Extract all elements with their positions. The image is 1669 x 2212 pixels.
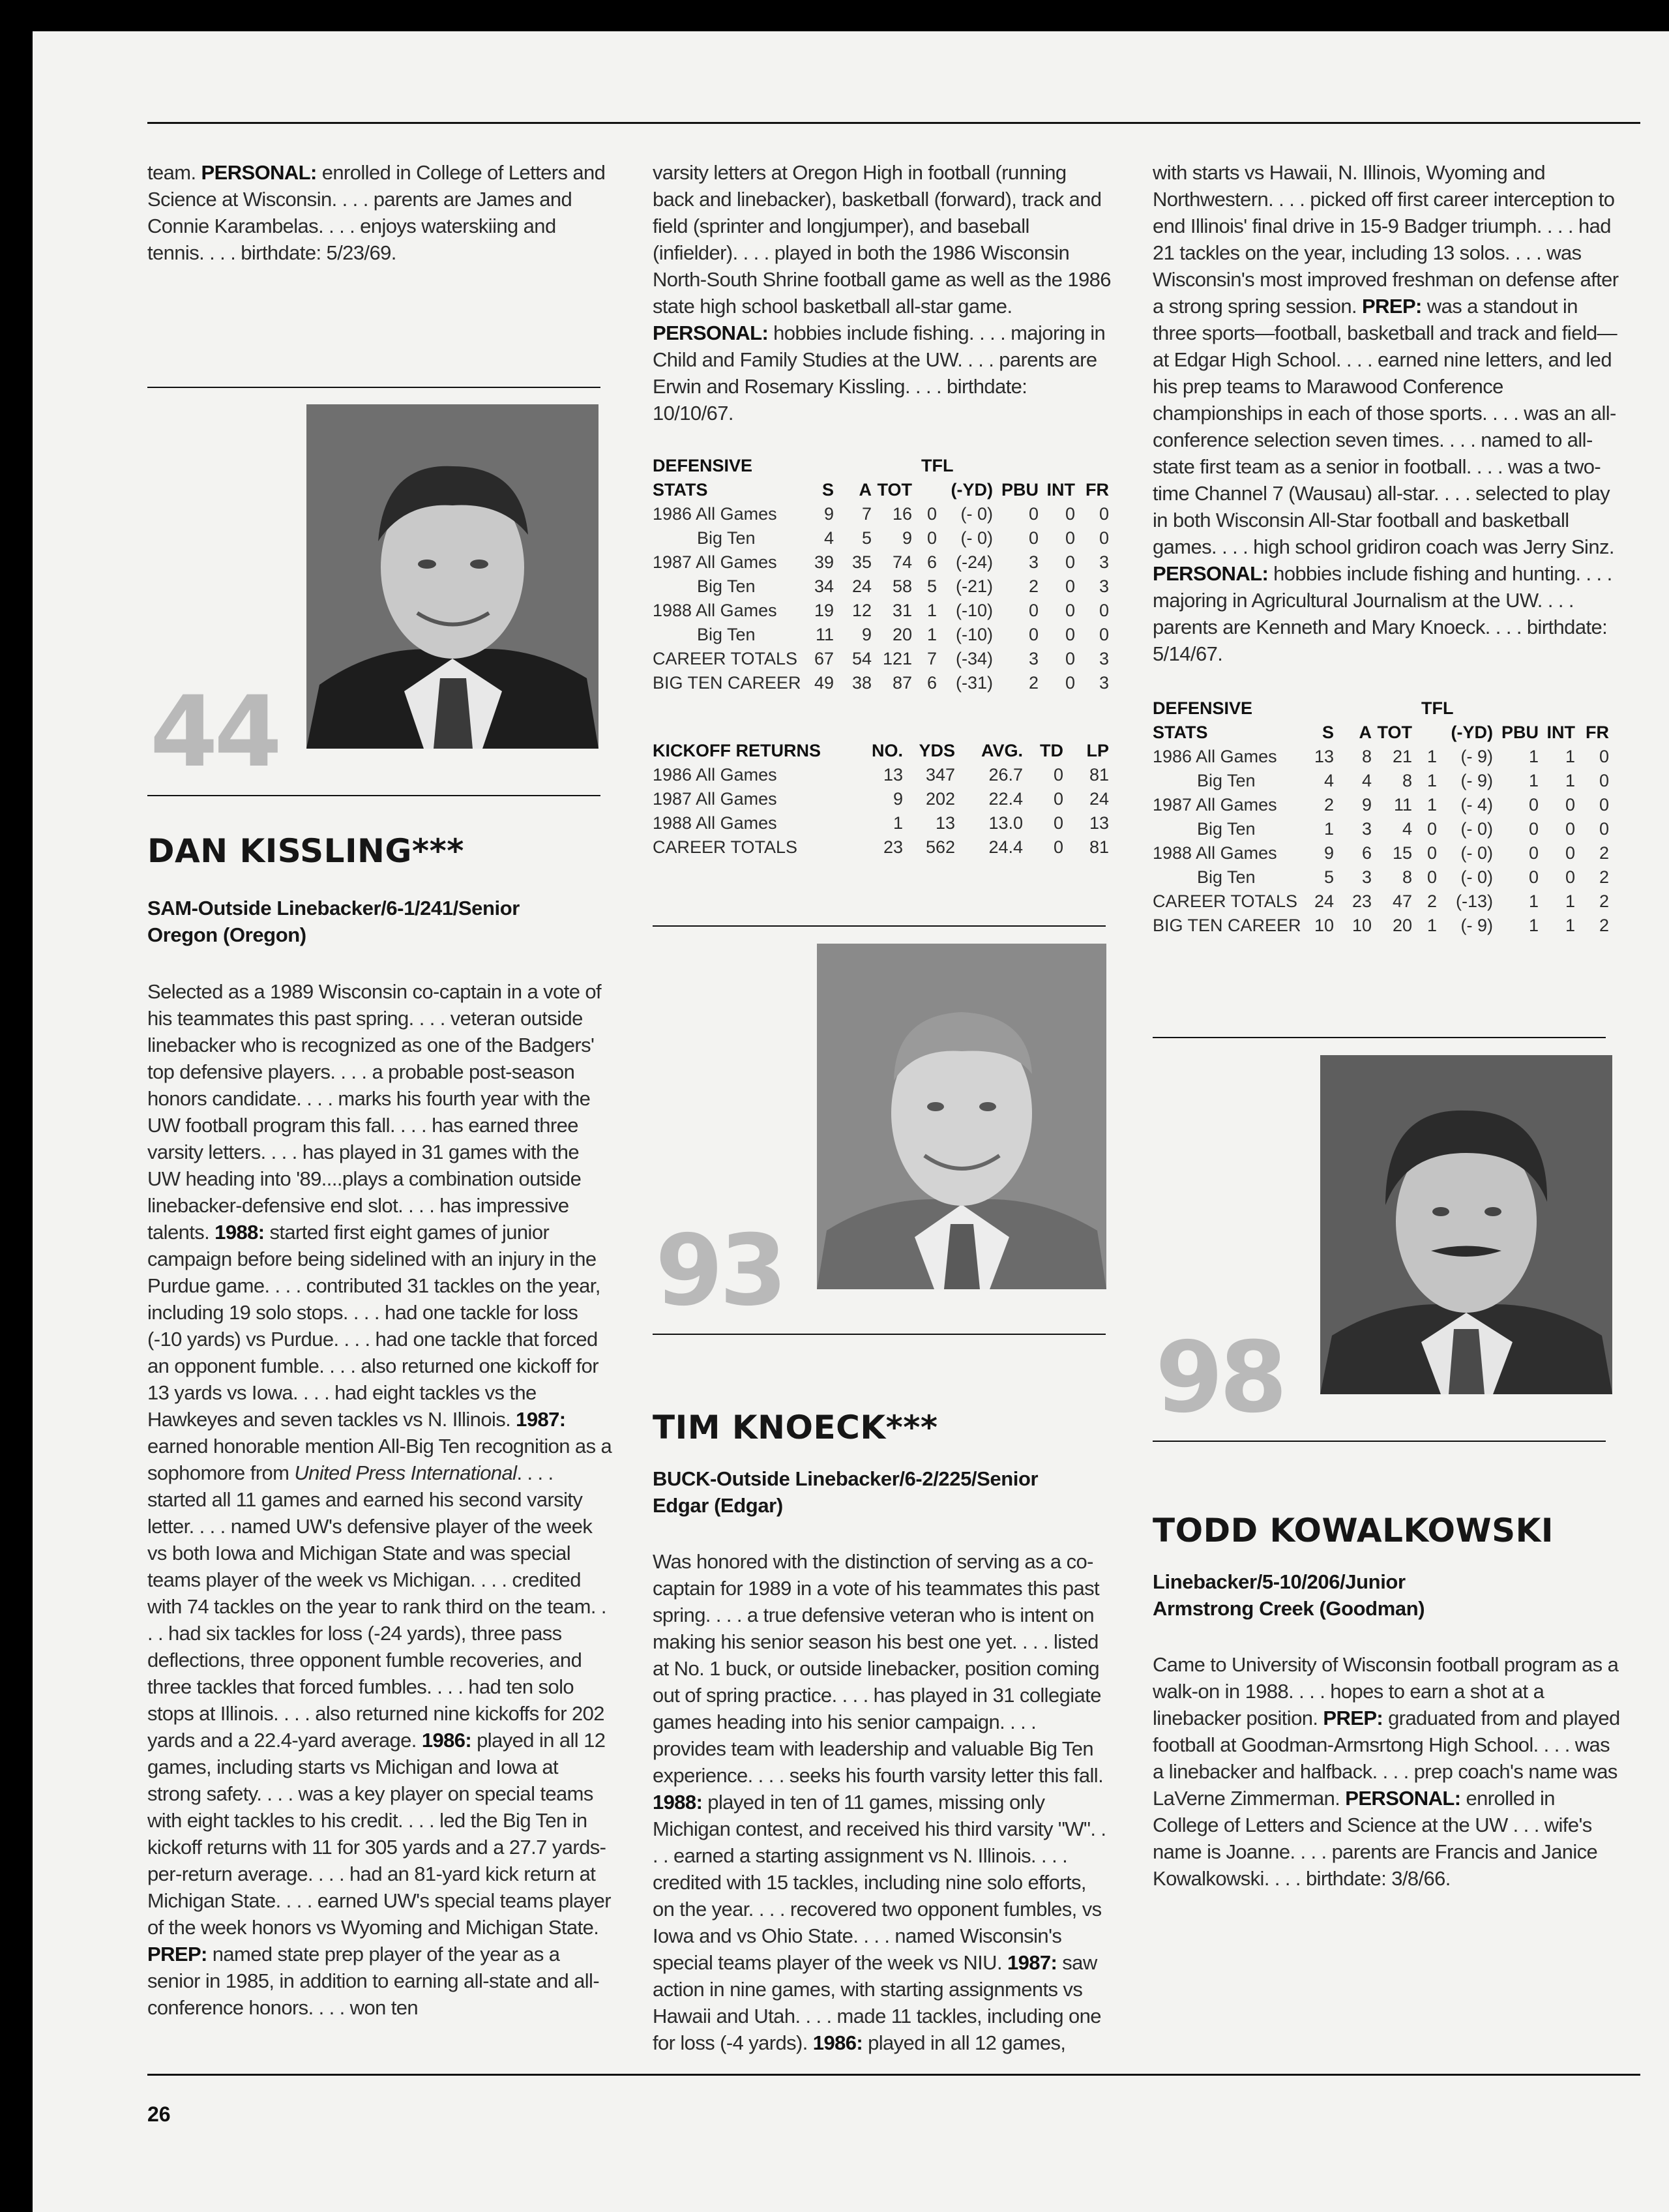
stats-cell-avg: 26.7 [988, 765, 1023, 785]
stats-cell-tfl: 5 [926, 576, 937, 596]
kowalkowski-jersey-number: 98 [1155, 1321, 1284, 1435]
stats-row [653, 550, 1109, 575]
stats-cell-tot: 8 [1402, 771, 1412, 790]
stats-cell-tot: 9 [902, 528, 912, 548]
prev-player-bio-end: team. PERSONAL: enrolled in College of Letters and Science at Wisconsin. . . . parents are James and Connie Karambelas. . . . enjoys waterskiing and tennis. . . . birthdate: 5/23/69. [147, 161, 606, 264]
kissling-defensive-stats [653, 454, 1109, 695]
stats-row-label: 1987 All Games [1153, 795, 1277, 815]
stats-cell-tot: 74 [892, 552, 912, 572]
stats-cell-tot: 16 [892, 504, 912, 524]
kowalkowski-bio: Came to University of Wisconsin football program as a walk-on in 1988. . . . hopes to earn a shot at a linebacker position. PREP: graduated from and played football at Goodman-Armsrtong High School. . . . was a linebacker and halfback. . . . prep coach's name was LaVerne Zimmerman. PERSONAL: enrolled in College of Letters and Science at the UW . . . wife's name is Joanne. . . . parents are Francis and Janice Kowalkowski. . . . birthdate: 3/8/66. [1153, 1653, 1620, 1890]
stats-cell-tfl: 1 [926, 601, 937, 620]
stats-cell-no: 9 [893, 789, 903, 809]
kowalkowski-photo [1320, 1055, 1612, 1394]
knoeck-top-rule [653, 925, 1106, 927]
stats-cell-yd: (- 0) [1460, 843, 1493, 863]
stats-cell-tot: 15 [1392, 843, 1412, 863]
stats-cell-int: 0 [1565, 867, 1575, 887]
stats-cell-no: 13 [883, 765, 903, 785]
stats-cell-int: 1 [1565, 747, 1575, 766]
stats-row [1153, 889, 1609, 914]
stats-cell-yd: (-10) [955, 625, 993, 644]
stats-cell-td: 0 [1053, 813, 1063, 833]
kissling-photo [306, 404, 598, 749]
knoeck-jersey-number: 93 [655, 1214, 784, 1328]
stats-cell-tfl: 0 [926, 528, 937, 548]
kissling-name: DAN KISSLING*** [147, 832, 464, 870]
stats-row-label: CAREER TOTALS [653, 837, 798, 857]
kissling-hometown: Oregon (Oregon) [147, 923, 306, 946]
stats-cell-yd: (- 9) [1460, 916, 1493, 935]
stats-cell-td: 0 [1053, 837, 1063, 857]
stats-cell-yd: (-34) [955, 649, 993, 668]
stats-columns-row: STATS S A TOT (-YD) PBU INT FR [653, 480, 1109, 500]
stats-cell-fr: 0 [1099, 601, 1109, 620]
bottom-rule [147, 2074, 1640, 2076]
stats-cell-lp: 13 [1089, 813, 1109, 833]
stats-title: DEFENSIVE [1153, 698, 1253, 718]
stats-cell-tot: 31 [892, 601, 912, 620]
stats-cell-tfl: 0 [1426, 819, 1437, 839]
stats-row-label: 1987 All Games [653, 789, 777, 809]
stats-cell-yds: 13 [935, 813, 955, 833]
stats-cell-s: 13 [1314, 747, 1334, 766]
stats-cell-a: 7 [861, 504, 872, 524]
stats-header-row [653, 454, 1109, 478]
stats-cell-yd: (- 0) [960, 528, 993, 548]
stats-cell-tfl: 1 [1426, 747, 1437, 766]
stats-cell-int: 0 [1565, 795, 1575, 815]
stats-row [1153, 841, 1609, 865]
stats-cell-int: 0 [1065, 649, 1075, 668]
kissling-jersey-number: 44 [150, 676, 278, 789]
stats-cell-pbu: 0 [1028, 504, 1039, 524]
stats-cell-tfl: 1 [926, 625, 937, 644]
stats-row [1153, 914, 1609, 938]
stats-cell-tot: 20 [1392, 916, 1412, 935]
stats-cell-pbu: 0 [1028, 625, 1039, 644]
stats-cell-s: 9 [1323, 843, 1334, 863]
stats-row-label: 1986 All Games [653, 504, 777, 524]
kr-columns-row: KICKOFF RETURNS NO. YDS AVG. TD LP [653, 741, 1109, 760]
stats-cell-int: 0 [1065, 528, 1075, 548]
stats-header-row [1153, 696, 1609, 721]
stats-cell-td: 0 [1053, 789, 1063, 809]
stats-row-label: Big Ten [697, 528, 756, 548]
stats-row [653, 526, 1109, 550]
stats-cell-yd: (-24) [955, 552, 993, 572]
knoeck-name: TIM KNOECK*** [653, 1409, 938, 1446]
stats-cell-tot: 4 [1402, 819, 1412, 839]
stats-cell-tfl: 1 [1426, 771, 1437, 790]
stats-cell-int: 0 [1565, 819, 1575, 839]
stats-row [653, 575, 1109, 599]
tfl-header: TFL [921, 456, 954, 475]
stats-cell-fr: 2 [1599, 916, 1609, 935]
stats-cell-pbu: 2 [1028, 576, 1039, 596]
stats-cell-tot: 87 [892, 673, 912, 693]
stats-cell-s: 1 [1323, 819, 1334, 839]
stats-cell-tot: 58 [892, 576, 912, 596]
stats-cell-pbu: 0 [1528, 843, 1539, 863]
kowalkowski-hometown: Armstrong Creek (Goodman) [1153, 1597, 1425, 1620]
stats-cell-yd: (- 9) [1460, 747, 1493, 766]
stats-cell-avg: 24.4 [988, 837, 1023, 857]
stats-columns-row: STATS S A TOT (-YD) PBU INT FR [1153, 723, 1609, 742]
stats-cell-s: 49 [814, 673, 834, 693]
stats-row-label: BIG TEN CAREER [653, 673, 801, 693]
stats-cell-yds: 347 [925, 765, 955, 785]
stats-row [1153, 769, 1609, 793]
stats-cell-int: 0 [1565, 843, 1575, 863]
kissling-name-rule [147, 795, 600, 796]
stats-cell-s: 5 [1323, 867, 1334, 887]
stats-cell-s: 19 [814, 601, 834, 620]
stats-cell-a: 4 [1361, 771, 1372, 790]
stats-cell-int: 0 [1065, 673, 1075, 693]
stats-cell-yd: (-31) [955, 673, 993, 693]
stats-row [653, 623, 1109, 647]
stats-cell-s: 11 [815, 625, 834, 644]
stats-cell-no: 23 [883, 837, 903, 857]
stats-cell-tfl: 1 [1426, 795, 1437, 815]
kowalkowski-name: TODD KOWALKOWSKI [1153, 1512, 1554, 1549]
knoeck-name-rule [653, 1334, 1106, 1335]
stats-cell-s: 34 [814, 576, 834, 596]
stats-cell-fr: 3 [1099, 649, 1109, 668]
stats-cell-int: 1 [1565, 916, 1575, 935]
stats-cell-pbu: 0 [1028, 601, 1039, 620]
stats-row [653, 763, 1109, 787]
stats-cell-yd: (- 0) [1460, 867, 1493, 887]
stats-cell-tfl: 6 [926, 552, 937, 572]
stats-cell-a: 10 [1351, 916, 1372, 935]
stats-cell-pbu: 0 [1528, 795, 1539, 815]
stats-cell-no: 1 [893, 813, 903, 833]
stats-cell-int: 0 [1065, 576, 1075, 596]
stats-cell-fr: 3 [1099, 552, 1109, 572]
stats-row-label: 1986 All Games [1153, 747, 1277, 766]
stats-cell-lp: 81 [1089, 837, 1109, 857]
stats-cell-int: 0 [1065, 625, 1075, 644]
stats-cell-yd: (- 4) [1460, 795, 1493, 815]
stats-cell-fr: 2 [1599, 891, 1609, 911]
stats-cell-lp: 24 [1089, 789, 1109, 809]
stats-cell-a: 3 [1361, 867, 1372, 887]
stats-cell-yds: 562 [925, 837, 955, 857]
knoeck-bio: Was honored with the distinction of serving as a co-captain for 1989 in a vote of his teammates this past spring. . . . a true defensive veteran who is intent on making his senior season his best one yet. . . . listed at No. 1 buck, or outside linebacker, position coming out of spring practice. . . . has played in 31 collegiate games heading into his senior campaign. . . . provides team with leadership and valuable Big Ten experience. . . . seeks his fourth varsity letter this fall. 1988: played in ten of 11 games, missing only Michigan contest, and received his third varsity "W". . . . earned a starting assignment vs N. Illinois. . . . credited with 15 tackles, including nine solo efforts, on the year. . . . recovered two opponent fumbles, vs Iowa and vs Ohio State. . . . named Wisconsin's special teams player of the week vs NIU. 1987: saw action in nine games, with starting assignments vs Hawaii and Utah. . . . made 11 tackles, including one for loss (-4 yards). 1986: played in all 12 games, [653, 1550, 1106, 2054]
stats-cell-pbu: 1 [1528, 771, 1539, 790]
stats-cell-fr: 0 [1099, 504, 1109, 524]
stats-cell-pbu: 0 [1028, 528, 1039, 548]
stats-cell-pbu: 1 [1528, 891, 1539, 911]
stats-cell-a: 9 [1361, 795, 1372, 815]
kowalkowski-top-rule [1153, 1037, 1606, 1038]
stats-cell-s: 2 [1323, 795, 1334, 815]
stats-row-label: CAREER TOTALS [653, 649, 798, 668]
page [33, 31, 1669, 2212]
stats-cell-fr: 0 [1599, 771, 1609, 790]
stats-cell-tfl: 7 [926, 649, 937, 668]
knoeck-defensive-stats [1153, 696, 1609, 938]
kowalkowski-name-rule [1153, 1441, 1606, 1442]
stats-cell-fr: 0 [1599, 819, 1609, 839]
stats-row [653, 599, 1109, 623]
kissling-bio: Selected as a 1989 Wisconsin co-captain in a vote of his teammates this past spring. . . . veteran outside linebacker who is recognized as one of the Badgers' top defensive players. . . . a probable post-season honors candidate. . . . marks his fourth year with the UW football program this fall. . . . has earned three varsity letters. . . . has played in 31 games with the UW heading into '89....plays a combination outside linebacker-defensive end slot. . . . has impressive talents. 1988: started first eight games of junior campaign before being sidelined with an injury in the Purdue game. . . . contributed 31 tackles on the year, including 19 solo stops. . . . had one tackle for loss (-10 yards) vs Purdue. . . . had one tackle that forced an opponent fumble. . . . also returned one kickoff for 13 yards vs Iowa. . . . had eight tackles vs the Hawkeyes and seven tackles vs N. Illinois. 1987: earned honorable mention All-Big Ten recognition as a sophomore from United Press International. . . . started all 11 games and earned his second varsity letter. . . . named UW's defensive player of the week vs both Iowa and Michigan State and was special teams player of the week vs Michigan. . . . credited with 74 tackles on the year to rank third on the team. . . . had six tackles for loss (-24 yards), three pass deflections, three opponent fumble recoveries, and three tackles that forced fumbles. . . . had ten solo stops at Illinois. . . . also returned nine kickoffs for 202 yards and a 22.4-yard average. 1986: played in all 12 games, including starts vs Michigan and Iowa at strong safety. . . . was a key player on special teams with eight tackles to his credit. . . . led the Big Ten in kickoff returns with 11 for 305 yards and a 27.7 yards-per-return average. . . . had an 81-yard kick return at Michigan State. . . . earned UW's special teams player of the week honors vs Wyoming and Michigan State. PREP: named state prep player of the year as a senior in 1985, in addition to earning all-state and all-conference honors. . . . won ten [147, 980, 612, 2019]
stats-cell-yd: (-13) [1455, 891, 1493, 911]
stats-cell-tot: 20 [892, 625, 912, 644]
stats-cell-pbu: 2 [1028, 673, 1039, 693]
stats-cell-lp: 81 [1089, 765, 1109, 785]
stats-cell-a: 6 [1361, 843, 1372, 863]
stats-cell-fr: 0 [1599, 747, 1609, 766]
stats-cell-pbu: 0 [1528, 819, 1539, 839]
knoeck-bio-continued: with starts vs Hawaii, N. Illinois, Wyoming and Northwestern. . . . picked off first career interception to end Illinois' final drive in 15-9 Badger triumph. . . . had 21 tackles on the year, including 13 solos. . . . was Wisconsin's most improved freshman on defense after a strong spring session. PREP: was a standout in three sports—football, basketball and track and field—at Edgar High School. . . . earned nine letters, and led his prep teams to Marawood Conference championships in each of those sports. . . . was an all-conference selection seven times. . . . named to all-state first team as a senior in football. . . . was a two-time Channel 7 (Wausau) all-star. . . . selected to play in both Wisconsin All-Star football and basketball games. . . . high school gridiron coach was Jerry Sinz. PERSONAL: hobbies include fishing and hunting. . . . majoring in Agricultural Journalism at the UW. . . . parents are Kenneth and Mary Knoeck. . . . birthdate: 5/14/67. [1153, 161, 1619, 665]
stats-cell-yd: (-10) [955, 601, 993, 620]
stats-row [653, 811, 1109, 835]
stats-cell-pbu: 3 [1028, 649, 1039, 668]
knoeck-hometown: Edgar (Edgar) [653, 1494, 783, 1517]
stats-row-label: Big Ten [1197, 819, 1256, 839]
stats-cell-s: 9 [823, 504, 834, 524]
kissling-bio-continued: varsity letters at Oregon High in football (running back and linebacker), basketball (forward), track and field (sprinter and longjumper), and baseball (infielder). . . . played in both the 1986 Wisconsin North-South Shrine football game as well as the 1986 state high school basketball all-star game. PERSONAL: hobbies include fishing. . . . majoring in Child and Family Studies at the UW. . . . parents are Erwin and Rosemary Kissling. . . . birthdate: 10/10/67. [653, 161, 1111, 425]
stats-row [1153, 817, 1609, 841]
stats-cell-int: 0 [1065, 601, 1075, 620]
stats-cell-int: 1 [1565, 771, 1575, 790]
stats-title: DEFENSIVE [653, 456, 753, 475]
stats-row [653, 671, 1109, 695]
stats-cell-s: 10 [1314, 916, 1334, 935]
stats-cell-int: 0 [1065, 552, 1075, 572]
stats-row [1153, 865, 1609, 889]
stats-cell-tfl: 6 [926, 673, 937, 693]
stats-cell-fr: 2 [1599, 867, 1609, 887]
stats-row [653, 787, 1109, 811]
stats-cell-a: 9 [861, 625, 872, 644]
stats-cell-a: 3 [1361, 819, 1372, 839]
stats-row-label: Big Ten [697, 625, 756, 644]
stats-cell-fr: 3 [1099, 576, 1109, 596]
page-number: 26 [147, 2102, 171, 2126]
stats-cell-tot: 21 [1392, 747, 1412, 766]
stats-cell-s: 24 [1314, 891, 1334, 911]
stats-cell-tot: 47 [1392, 891, 1412, 911]
stats-cell-a: 12 [851, 601, 872, 620]
stats-cell-fr: 3 [1099, 673, 1109, 693]
stats-row [1153, 745, 1609, 769]
stats-cell-yd: (- 0) [960, 504, 993, 524]
stats-cell-tfl: 1 [1426, 916, 1437, 935]
stats-row-label: Big Ten [1197, 771, 1256, 790]
tfl-header: TFL [1421, 698, 1454, 718]
stats-cell-s: 67 [814, 649, 834, 668]
stats-cell-pbu: 3 [1028, 552, 1039, 572]
stats-cell-s: 4 [823, 528, 834, 548]
stats-cell-int: 1 [1565, 891, 1575, 911]
stats-cell-avg: 22.4 [988, 789, 1023, 809]
stats-cell-yd: (- 0) [1460, 819, 1493, 839]
stats-row [653, 647, 1109, 671]
knoeck-photo [817, 944, 1106, 1289]
stats-cell-s: 4 [1323, 771, 1334, 790]
top-rule [147, 122, 1640, 124]
kissling-position: SAM-Outside Linebacker/6-1/241/Senior [147, 897, 520, 919]
stats-row-label: 1988 All Games [653, 813, 777, 833]
stats-row [653, 835, 1109, 859]
stats-cell-a: 5 [861, 528, 872, 548]
stats-cell-tfl: 0 [1426, 843, 1437, 863]
kissling-top-rule [147, 387, 600, 388]
stats-cell-pbu: 1 [1528, 916, 1539, 935]
stats-cell-a: 24 [851, 576, 872, 596]
stats-cell-yd: (-21) [955, 576, 993, 596]
stats-cell-yd: (- 9) [1460, 771, 1493, 790]
stats-cell-fr: 2 [1599, 843, 1609, 863]
stats-cell-td: 0 [1053, 765, 1063, 785]
stats-row-label: Big Ten [697, 576, 756, 596]
stats-cell-yds: 202 [925, 789, 955, 809]
stats-cell-a: 23 [1351, 891, 1372, 911]
stats-row-label: 1988 All Games [653, 601, 777, 620]
kowalkowski-position: Linebacker/5-10/206/Junior [1153, 1570, 1406, 1593]
stats-cell-tot: 121 [882, 649, 912, 668]
stats-cell-tot: 8 [1402, 867, 1412, 887]
stats-cell-fr: 0 [1599, 795, 1609, 815]
kissling-kickoff-returns [653, 739, 1109, 859]
stats-row-label: BIG TEN CAREER [1153, 916, 1301, 935]
stats-row-label: 1988 All Games [1153, 843, 1277, 863]
stats-cell-tot: 11 [1393, 795, 1412, 815]
stats-cell-a: 38 [851, 673, 872, 693]
stats-cell-pbu: 0 [1528, 867, 1539, 887]
stats-cell-avg: 13.0 [988, 813, 1023, 833]
stats-row-label: Big Ten [1197, 867, 1256, 887]
knoeck-position: BUCK-Outside Linebacker/6-2/225/Senior [653, 1467, 1039, 1490]
stats-cell-int: 0 [1065, 504, 1075, 524]
stats-cell-tfl: 0 [926, 504, 937, 524]
stats-cell-pbu: 1 [1528, 747, 1539, 766]
stats-row-label: 1986 All Games [653, 765, 777, 785]
stats-cell-s: 39 [814, 552, 834, 572]
stats-cell-a: 54 [851, 649, 872, 668]
stats-cell-fr: 0 [1099, 528, 1109, 548]
stats-row-label: 1987 All Games [653, 552, 777, 572]
stats-cell-a: 8 [1361, 747, 1372, 766]
stats-cell-a: 35 [851, 552, 872, 572]
stats-row [1153, 793, 1609, 817]
stats-row [653, 502, 1109, 526]
stats-cell-fr: 0 [1099, 625, 1109, 644]
stats-cell-tfl: 0 [1426, 867, 1437, 887]
stats-cell-tfl: 2 [1426, 891, 1437, 911]
stats-row-label: CAREER TOTALS [1153, 891, 1298, 911]
